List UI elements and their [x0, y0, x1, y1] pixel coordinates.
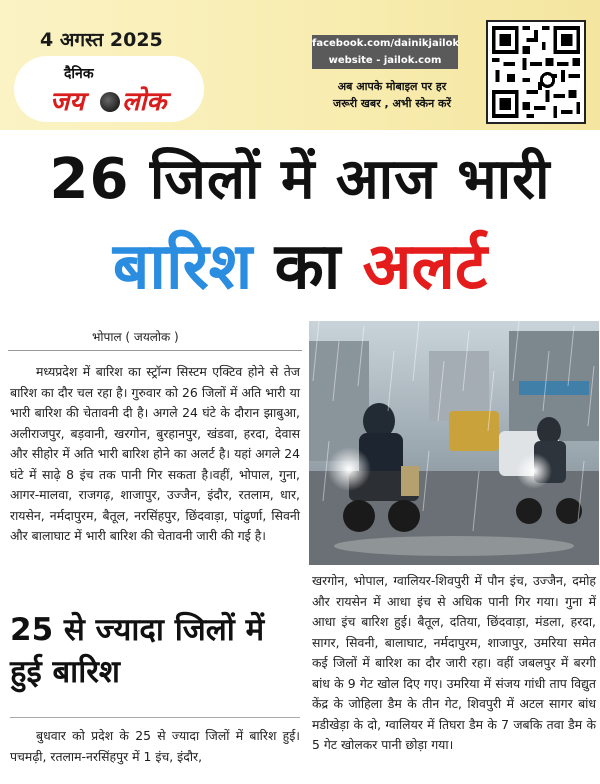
logo-word-jai: जय — [50, 87, 85, 117]
headline-word-rain: बारिश — [112, 230, 253, 304]
qr-code-icon[interactable] — [486, 20, 586, 124]
logo-word-lok: लोक — [122, 87, 167, 117]
divider — [8, 350, 302, 351]
social-links-box[interactable] — [312, 35, 458, 69]
dateline: भोपाल ( जयलोक ) — [92, 330, 179, 344]
article-paragraph-3: बुधवार को प्रदेश के 25 से ज्यादा जिलों में बारिश हुई। पचमढ़ी, रतलाम-नरसिंहपुर में 1 इंच, इंदौर, — [10, 728, 300, 764]
newspaper-logo[interactable] — [14, 56, 204, 122]
headline-line-2 — [0, 222, 600, 312]
headline-line-1: 26 जिलों में आज भारी — [49, 147, 551, 212]
divider — [10, 717, 300, 718]
promo-line-2: जरूरी खबर , अभी स्केन करें — [333, 97, 451, 110]
headline-word-ka: का — [274, 230, 341, 304]
subheading: 25 से ज्यादा जिलों में हुई बारिश — [10, 612, 265, 690]
globe-emblem-icon — [100, 92, 120, 112]
issue-date: 4 अगस्त 2025 — [40, 29, 163, 51]
logo-small-text: दैनिक — [64, 66, 94, 82]
website-link[interactable]: website - jailok.com — [328, 55, 442, 66]
rain-photo — [309, 321, 599, 565]
facebook-link[interactable]: facebook.com/dainikjailok — [312, 38, 460, 49]
article-paragraph-2: खरगोन, भोपाल, ग्वालियर-शिवपुरी में पौन इंच, उज्जैन, दमोह और रायसेन में आधा इंच से अधिक पानी गिर गया। गुना में आधा इंच बारिश हुई। बैतूल, दतिया, छिंदवाड़ा, मंडला, हरदा, सागर, सिवनी, बालाघाट, नर्मदापुरम, शाजापुर, उमरिया समेत कई जिलों में बारिश का दौर जारी रहा। वहीं जबलपुर में बरगी बांध के 9 गेट खोल दिए गए। उमरिया में संजय गांधी ताप विद्युत केंद्र के जोहिला डैम के तीन गेट, शिवपुरी में अटल सागर बांध मडीखेड़ा के दो, ग्वालियर में तिघरा डैम के 7 जबकि तवा डैम के 5 गेट खोलकर पानी छोड़ा गया। — [312, 573, 596, 752]
scan-promo — [312, 78, 472, 112]
masthead — [0, 0, 600, 130]
headline-word-alert: अलर्ट — [362, 230, 488, 304]
promo-line-1: अब आपके मोबाइल पर हर — [337, 80, 447, 93]
article-paragraph-1: मध्यप्रदेश में बारिश का स्ट्रॉन्ग सिस्टम एक्टिव होने से तेज बारिश का दौर चल रहा है। गुरुवार को 26 जिलों में अति भारी या भारी बारिश की चेतावनी दी है। अगले 24 घंटे के दौरान झाबुआ, अलीराजपुर, बड़वानी, खरगोन, बुरहानपुर, खंडवा, हरदा, देवास और सीहोर में अति भारी बारिश होने का अलर्ट है। यहां अगले 24 घंटे में साढ़े 8 इंच तक पानी गिर सकता है।वहीं, भोपाल, गुना, आगर-मालवा, राजगढ़, शाजापुर, उज्जैन, इंदौर, रतलाम, धार, रायसेन, नर्मदापुरम, बैतूल, नरसिंहपुर, छिंदवाड़ा, पांढुर्णा, सिवनी और बालाघाट में भारी बारिश की चेतावनी जारी की गई है। — [10, 364, 300, 543]
